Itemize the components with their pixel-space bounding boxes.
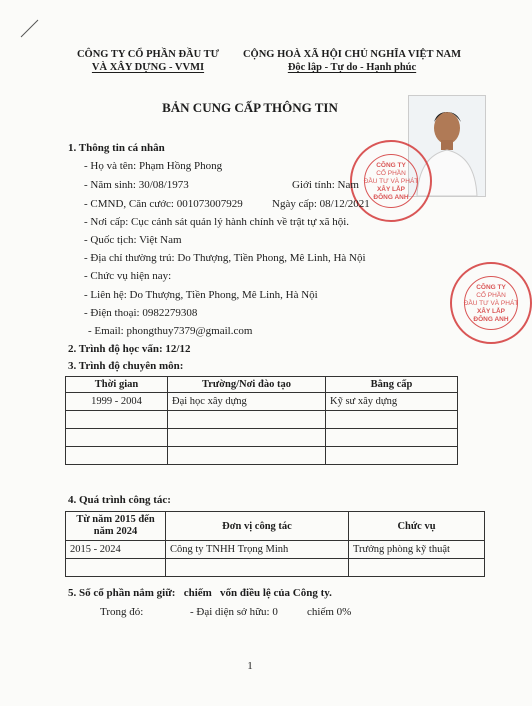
section1-heading: 1. Thông tin cá nhân [68,142,165,154]
table-row [66,559,485,577]
work-history-table [65,511,485,577]
nationality: - Quốc tịch: Việt Nam [84,234,182,246]
table-row [66,429,458,447]
permanent-address: - Địa chỉ thường trú: Do Thượng, Tiền Phong, Mê Linh, Hà Nội [84,252,366,264]
section4-heading: 4. Quá trình công tác: [68,494,171,506]
email: - Email: phongthuy7379@gmail.com [88,325,253,337]
representative-shares: - Đại diện sở hữu: 0 [190,606,278,618]
col-header: Từ năm 2015 đến năm 2024 [66,512,166,541]
section5-heading: 5. Số cổ phần nắm giữ: chiếm vốn điều lệ của Công ty. [68,587,332,599]
section3-heading: 3. Trình độ chuyên môn: [68,360,184,372]
company-line2: VÀ XÂY DỰNG - VVMI [91,62,205,73]
cell: Công ty TNHH Trọng Minh [166,541,349,559]
id-number: - CMND, Căn cước: 001073007929 [84,198,243,210]
table-row [66,393,458,411]
id-issuer: - Nơi cấp: Cục cảnh sát quản lý hành chính về trật tự xã hội. [84,216,350,228]
page-number: 1 [247,660,253,672]
nation-motto: Độc lập - Tự do - Hạnh phúc [287,62,417,73]
seal-text: CÔNG TY [376,162,406,169]
full-name: - Họ và tên: Phạm Hồng Phong [84,160,223,172]
seal-text: ĐÔNG ANH [473,316,509,323]
company-seal-partial [450,262,532,344]
table-header-row [66,512,485,541]
cell: Đại học xây dựng [168,393,326,411]
table-row [66,541,485,559]
cell: 2015 - 2024 [66,541,166,559]
col-header: Đơn vị công tác [166,512,349,541]
in-which-label: Trong đó: [100,606,144,618]
date-of-birth: - Năm sinh: 30/08/1973 [84,179,189,191]
col-header: Bằng cấp [326,377,458,393]
cell: Trưởng phòng kỹ thuật [349,541,485,559]
seal-text: CỔ PHẦN [476,292,506,299]
page-title: BẢN CUNG CẤP THÔNG TIN [162,100,338,115]
id-issue-date: Ngày cấp: 08/12/2021 [272,198,370,210]
table-row [66,411,458,429]
cell: Kỹ sư xây dựng [326,393,458,411]
seal-text: ĐẦU TƯ VÀ PHÁT [363,178,419,185]
seal-text: ĐẦU TƯ VÀ PHÁT [463,300,519,307]
company-line1: CÔNG TY CỔ PHẦN ĐẦU TƯ [76,49,220,60]
phone: - Điện thoại: 0982279308 [84,307,198,319]
seal-text: XÂY LẮP [376,186,406,193]
seal-text: CỔ PHẦN [376,170,406,177]
table-header-row [66,377,458,393]
col-header: Thời gian [66,377,168,393]
current-position: - Chức vụ hiện nay: [84,270,172,282]
company-header [68,48,228,74]
gender: Giới tính: Nam [292,179,359,191]
col-header: Trường/Nơi đào tạo [168,377,326,393]
section2-heading: 2. Trình độ học vấn: 12/12 [68,343,191,355]
education-table [65,376,458,465]
seal-text: CÔNG TY [476,284,506,291]
nation-header [236,48,468,74]
representative-percent: chiếm 0% [307,606,352,618]
seal-text: XÂY LẮP [476,308,506,315]
cell: 1999 - 2004 [66,393,168,411]
table-row [66,447,458,465]
corner-slash-mark [20,18,40,38]
col-header: Chức vụ [349,512,485,541]
seal-text: ĐÔNG ANH [373,194,409,201]
nation-line1: CỘNG HOÀ XÃ HỘI CHỦ NGHĨA VIỆT NAM [242,49,462,60]
contact-address: - Liên hệ: Do Thượng, Tiền Phong, Mê Linh, Hà Nội [84,289,318,301]
